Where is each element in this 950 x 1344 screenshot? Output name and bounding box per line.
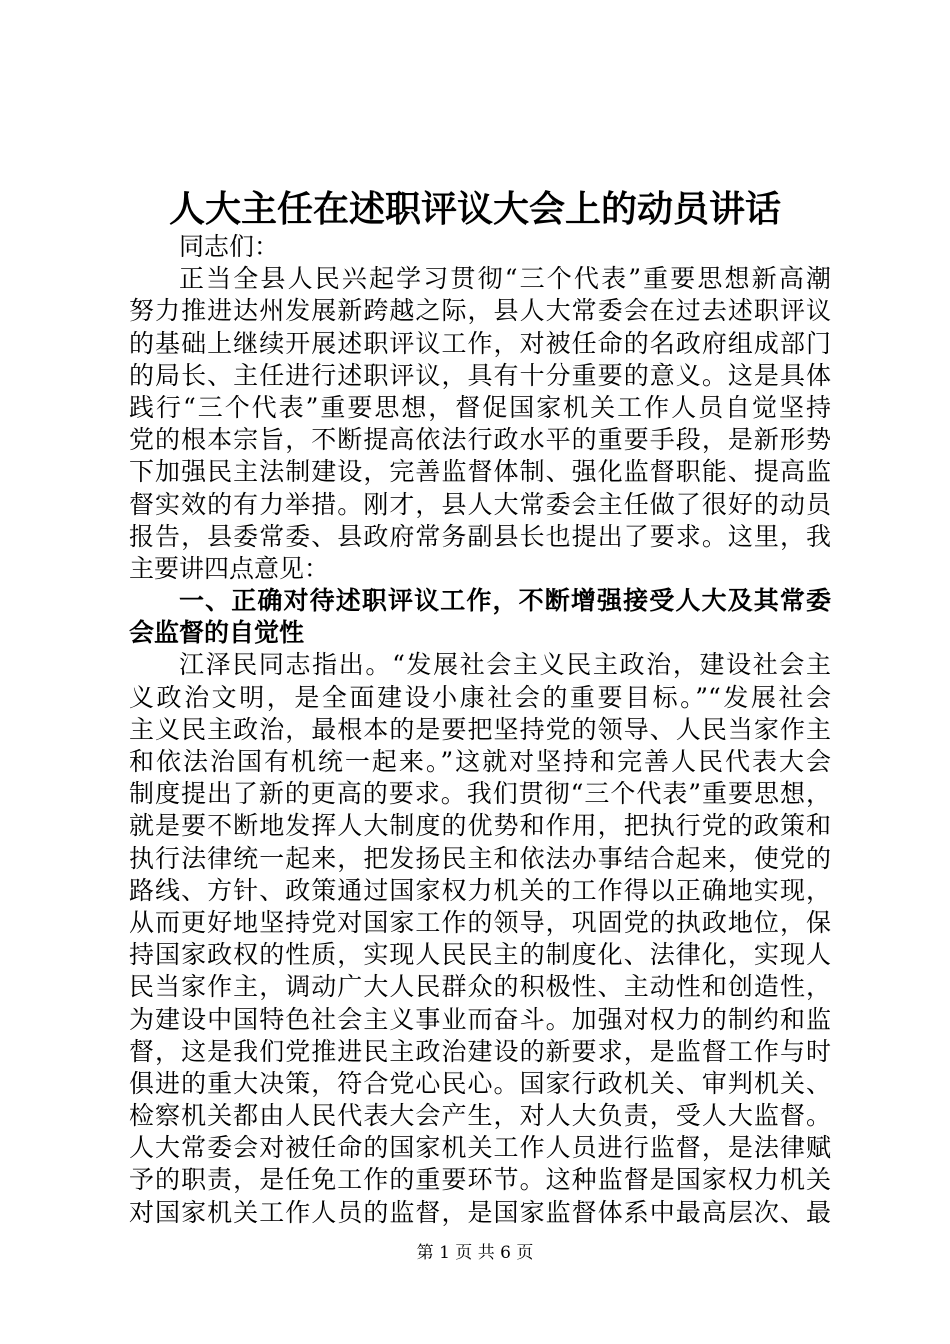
paragraph-line: 就是要不断地发挥人大制度的优势和作用，把执行党的政策和 bbox=[129, 811, 831, 841]
paragraph-line: 江泽民同志指出。“发展社会主义民主政治，建设社会主 bbox=[179, 650, 831, 680]
salutation: 同志们： bbox=[179, 232, 280, 261]
section-heading-line: 一、正确对待述职评议工作，不断增强接受人大及其常委 bbox=[179, 586, 831, 616]
paragraph-line: 努力推进达州发展新跨越之际，县人大常委会在过去述职评议 bbox=[129, 296, 831, 326]
section-heading-line: 会监督的自觉性 bbox=[129, 618, 305, 648]
paragraph-line: 督实效的有力举措。刚才，县人大常委会主任做了很好的动员 bbox=[129, 489, 831, 519]
paragraph-line: 俱进的重大决策，符合党心民心。国家行政机关、审判机关、 bbox=[129, 1068, 831, 1098]
paragraph-line: 检察机关都由人民代表大会产生，对人大负责，受人大监督。 bbox=[129, 1101, 831, 1131]
paragraph-line: 为建设中国特色社会主义事业而奋斗。加强对权力的制约和监 bbox=[129, 1004, 831, 1034]
paragraph-line: 的基础上继续开展述职评议工作，对被任命的名政府组成部门 bbox=[129, 328, 831, 358]
paragraph-line: 践行“三个代表”重要思想，督促国家机关工作人员自觉坚持 bbox=[129, 392, 831, 422]
paragraph-line: 路线、方针、政策通过国家权力机关的工作得以正确地实现， bbox=[129, 875, 831, 905]
paragraph-line: 制度提出了新的更高的要求。我们贯彻“三个代表”重要思想， bbox=[129, 779, 831, 809]
paragraph-line: 从而更好地坚持党对国家工作的领导，巩固党的执政地位，保 bbox=[129, 907, 831, 937]
paragraph-line: 报告，县委常委、县政府常务副县长也提出了要求。这里，我 bbox=[129, 521, 831, 551]
paragraph-line: 民当家作主，调动广大人民群众的积极性、主动性和创造性， bbox=[129, 972, 831, 1002]
paragraph-line: 和依法治国有机统一起来。”这就对坚持和完善人民代表大会 bbox=[129, 747, 831, 776]
paragraph-line: 的局长、主任进行述职评议，具有十分重要的意义。这是具体 bbox=[129, 360, 831, 390]
paragraph-line: 党的根本宗旨，不断提高依法行政水平的重要手段，是新形势 bbox=[129, 425, 831, 455]
page-number: 第 1 页 共 6 页 bbox=[416, 1243, 534, 1263]
paragraph-line: 下加强民主法制建设，完善监督体制、强化监督职能、提高监 bbox=[129, 457, 831, 487]
paragraph-line: 人大常委会对被任命的国家机关工作人员进行监督，是法律赋 bbox=[129, 1133, 831, 1163]
paragraph-line: 予的职责，是任免工作的重要环节。这种监督是国家权力机关 bbox=[129, 1165, 831, 1195]
paragraph-line: 主要讲四点意见： bbox=[129, 553, 330, 583]
document-body bbox=[129, 231, 831, 1229]
paragraph-line: 执行法律统一起来，把发扬民主和依法办事结合起来，使党的 bbox=[129, 843, 831, 873]
document-title: 人大主任在述职评议大会上的动员讲话 bbox=[168, 188, 781, 230]
paragraph-line: 对国家机关工作人员的监督，是国家监督体系中最高层次、最 bbox=[129, 1197, 831, 1227]
paragraph-line: 义政治文明，是全面建设小康社会的重要目标。”“发展社会 bbox=[129, 682, 831, 712]
paragraph-line: 督，这是我们党推进民主政治建设的新要求，是监督工作与时 bbox=[129, 1036, 831, 1066]
paragraph-line: 主义民主政治，最根本的是要把坚持党的领导、人民当家作主 bbox=[129, 714, 831, 744]
paragraph-line: 持国家政权的性质，实现人民民主的制度化、法律化，实现人 bbox=[129, 940, 831, 970]
paragraph-line: 正当全县人民兴起学习贯彻“三个代表”重要思想新高潮 bbox=[179, 264, 831, 294]
